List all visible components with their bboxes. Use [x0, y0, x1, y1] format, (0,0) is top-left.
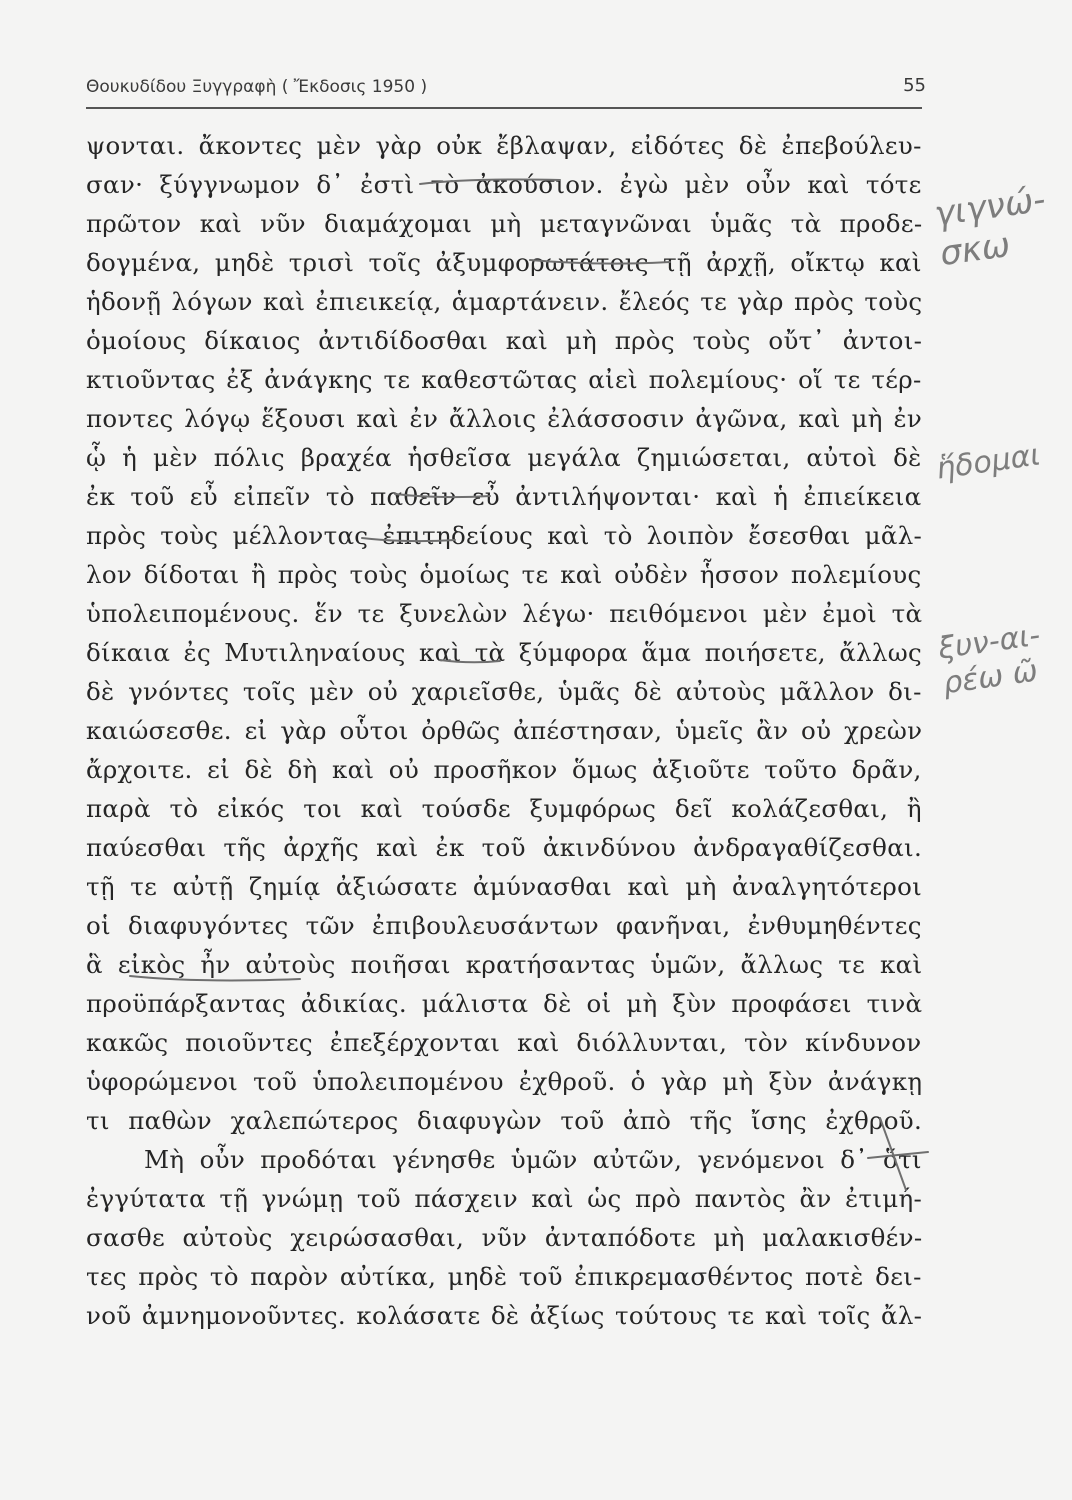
- text-line: ἐγγύτατα τῇ γνώμῃ τοῦ πάσχειν καὶ ὡς πρὸ παντὸς ἂν ἐτιμή-: [86, 1184, 923, 1213]
- page-number: 55: [903, 75, 926, 96]
- running-header-title: Θουκυδίδου Ξυγγραφὴ ( Ἔκδοσις 1950 ): [86, 77, 428, 97]
- text-line: κτιοῦντας ἐξ ἀνάγκης τε καθεστῶτας αἰεὶ πολεμίους· οἵ τε τέρ-: [86, 365, 922, 394]
- text-line: σασθε αὐτοὺς χειρώσασθαι, νῦν ἀνταπόδοτε μὴ μαλακισθέν-: [86, 1223, 923, 1252]
- page-header: [86, 73, 926, 109]
- text-line: προϋπάρξαντας ἀδικίας. μάλιστα δὲ οἱ μὴ ξὺν προφάσει τινὰ: [86, 989, 923, 1018]
- text-line: ὑπολειπομένους. ἕν τε ξυνελὼν λέγω· πειθόμενοι μὲν ἐμοὶ τὰ: [86, 599, 923, 628]
- text-line: κακῶς ποιοῦντες ἐπεξέρχονται καὶ διόλλυνται, τὸν κίνδυνον: [86, 1028, 922, 1057]
- text-line: τι παθὼν χαλεπώτερος διαφυγὼν τοῦ ἀπὸ τῆς ἴσης ἐχθροῦ.: [86, 1106, 923, 1135]
- margin-note: ξυν-αι-ρέω ῶ: [936, 617, 1043, 702]
- text-line: σαν· ξύγγνωμον δ᾽ ἐστὶ τὸ ἀκούσιον. ἐγὼ μὲν οὖν καὶ τότε: [86, 170, 922, 199]
- text-line: ὑφορώμενοι τοῦ ὑπολειπομένου ἐχθροῦ. ὁ γὰρ μὴ ξὺν ἀνάγκῃ: [86, 1067, 923, 1096]
- text-line: καιώσεσθε. εἰ γὰρ οὗτοι ὀρθῶς ἀπέστησαν, ὑμεῖς ἂν οὐ χρεὼν: [86, 716, 923, 745]
- paragraph-start-line: Μὴ οὖν προδόται γένησθε ὑμῶν αὐτῶν, γενόμενοι δ᾽ ὅτι: [144, 1145, 922, 1174]
- header-rule: [86, 107, 922, 109]
- text-line: παρὰ τὸ εἰκός τοι καὶ τούσδε ξυμφόρως δεῖ κολάζεσθαι, ἢ: [86, 794, 922, 823]
- text-line: ψονται. ἄκοντες μὲν γὰρ οὐκ ἔβλαψαν, εἰδότες δὲ ἐπεβούλευ-: [86, 131, 922, 160]
- text-line: πρῶτον καὶ νῦν διαμάχομαι μὴ μεταγνῶναι ὑμᾶς τὰ προδε-: [86, 209, 923, 238]
- text-line: δίκαια ἐς Μυτιληναίους καὶ τὰ ξύμφορα ἅμα ποιήσετε, ἄλλως: [86, 638, 923, 667]
- text-line: τῇ τε αὐτῇ ζημίᾳ ἀξιώσατε ἀμύνασθαι καὶ μὴ ἀναλγητότεροι: [86, 872, 923, 901]
- text-line: ᾧ ἡ μὲν πόλις βραχέα ἡσθεῖσα μεγάλα ζημιώσεται, αὐτοὶ δὲ: [86, 443, 922, 472]
- text-line: δὲ γνόντες τοῖς μὲν οὐ χαριεῖσθε, ὑμᾶς δὲ αὐτοὺς μᾶλλον δι-: [86, 677, 922, 706]
- text-line: ἃ εἰκὸς ἦν αὐτοὺς ποιῆσαι κρατήσαντας ὑμῶν, ἄλλως τε καὶ: [86, 950, 923, 979]
- text-line: ἄρχοιτε. εἰ δὲ δὴ καὶ οὐ προσῆκον ὅμως ἀξιοῦτε τοῦτο δρᾶν,: [86, 755, 922, 784]
- text-line: ἡδονῇ λόγων καὶ ἐπιεικείᾳ, ἁμαρτάνειν. ἔλεός τε γὰρ πρὸς τοὺς: [86, 287, 923, 316]
- margin-note: γιγνώ-σκω: [932, 179, 1048, 275]
- margin-note: ἥδομαι: [934, 437, 1043, 487]
- text-line: νοῦ ἀμνημονοῦντες. κολάσατε δὲ ἀξίως τούτους τε καὶ τοῖς ἄλ-: [86, 1301, 923, 1330]
- text-line: τες πρὸς τὸ παρὸν αὐτίκα, μηδὲ τοῦ ἐπικρεμασθέντος ποτὲ δει-: [86, 1262, 922, 1291]
- text-line: ἐκ τοῦ εὖ εἰπεῖν τὸ παθεῖν εὖ ἀντιλήψονται· καὶ ἡ ἐπιείκεια: [86, 482, 922, 511]
- text-line: ποντες λόγῳ ἕξουσι καὶ ἐν ἄλλοις ἐλάσσοσιν ἀγῶνα, καὶ μὴ ἐν: [86, 404, 923, 433]
- text-line: δογμένα, μηδὲ τρισὶ τοῖς ἀξυμφορωτάτοις τῇ ἀρχῇ, οἴκτῳ καὶ: [86, 248, 922, 277]
- text-line: λον δίδοται ἢ πρὸς τοὺς ὁμοίως τε καὶ οὐδὲν ἧσσον πολεμίους: [86, 560, 922, 589]
- text-line: ὁμοίους δίκαιος ἀντιδίδοσθαι καὶ μὴ πρὸς τοὺς οὔτ᾽ ἀντοι-: [86, 326, 923, 355]
- text-line: πρὸς τοὺς μέλλοντας ἐπιτηδείους καὶ τὸ λοιπὸν ἔσεσθαι μᾶλ-: [86, 521, 923, 550]
- text-line: παύεσθαι τῆς ἀρχῆς καὶ ἐκ τοῦ ἀκινδύνου ἀνδραγαθίζεσθαι.: [86, 833, 923, 862]
- text-line: οἱ διαφυγόντες τῶν ἐπιβουλευσάντων φανῆναι, ἐνθυμηθέντες: [86, 911, 922, 940]
